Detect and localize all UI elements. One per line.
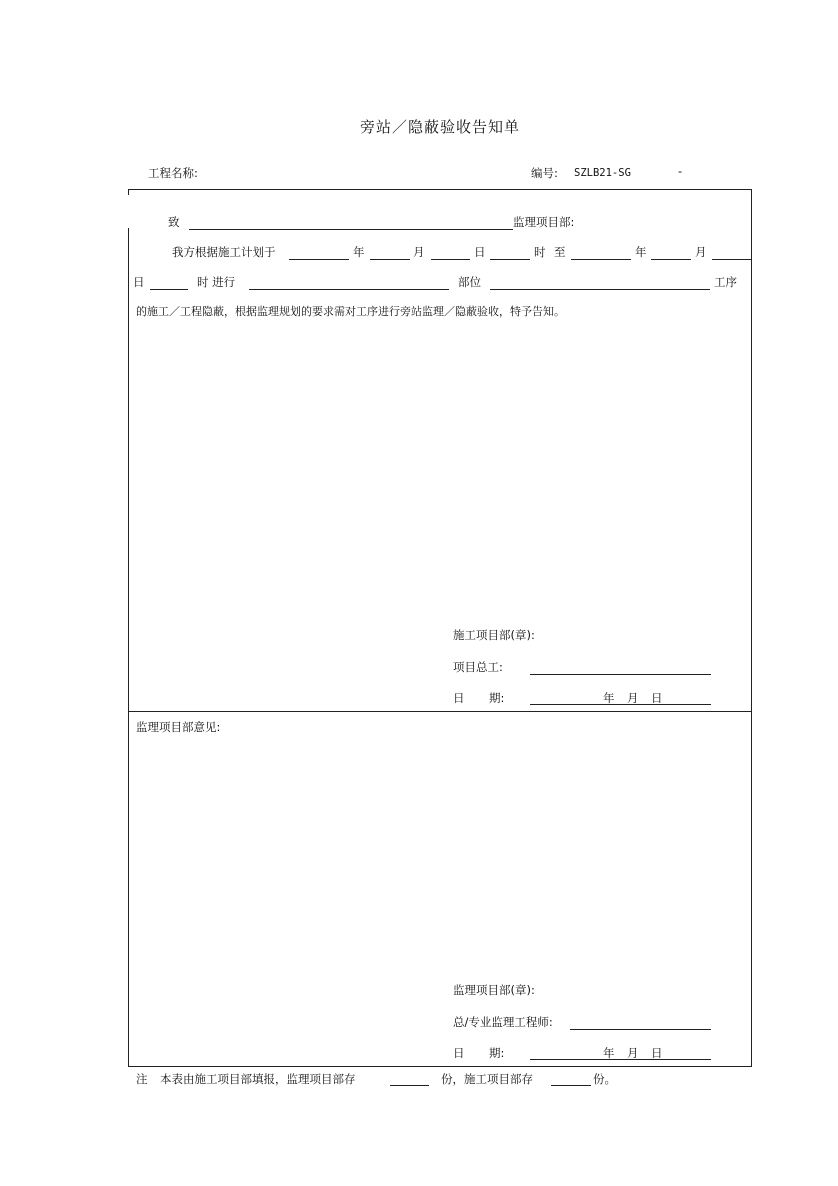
project-name-label: 工程名称:	[148, 166, 198, 180]
end-year-field[interactable]	[571, 259, 631, 260]
contractor-date-month: 月	[627, 691, 639, 705]
number-label: 编号:	[531, 166, 558, 180]
to-label: 致	[168, 215, 180, 229]
start-month-label: 月	[413, 245, 425, 259]
contractor-date-day: 日	[651, 691, 663, 705]
supervisor-date-day: 日	[651, 1046, 663, 1060]
supervisor-date-label-a: 日	[453, 1046, 465, 1060]
start-year-field[interactable]	[289, 259, 349, 260]
footnote-label: 注	[136, 1072, 148, 1086]
footnote-text-1: 本表由施工项目部填报，监理项目部存	[160, 1072, 356, 1086]
contractor-date-year: 年	[603, 691, 615, 705]
process-label: 工序	[714, 275, 737, 289]
table-bottom-border	[128, 1066, 752, 1067]
supervisor-dept-stamp-label: 监理项目部(章):	[453, 983, 535, 997]
contractor-date-label-a: 日	[453, 691, 465, 705]
supervisor-date-field[interactable]	[530, 1059, 711, 1060]
footnote-text-2: 份，施工项目部存	[441, 1072, 533, 1086]
end-month-field[interactable]	[651, 259, 691, 260]
footnote-text-3: 份。	[593, 1072, 616, 1086]
start-hour-field[interactable]	[490, 259, 530, 260]
supervisor-opinion-label: 监理项目部意见:	[136, 720, 221, 734]
to-department: 监理项目部:	[513, 215, 575, 229]
supervisor-engineer-label: 总/专业监理工程师:	[453, 1015, 553, 1029]
supervisor-date-label-b: 期:	[489, 1046, 505, 1060]
supervisor-date-month: 月	[627, 1046, 639, 1060]
end-hour-field[interactable]	[150, 289, 188, 290]
table-top-border	[128, 189, 752, 190]
start-year-label: 年	[353, 245, 365, 259]
contractor-copies-field[interactable]	[551, 1085, 591, 1086]
contractor-date-label-b: 期:	[489, 691, 505, 705]
supervisor-engineer-field[interactable]	[570, 1029, 711, 1030]
start-hour-label: 时	[534, 245, 546, 259]
end-day-field[interactable]	[712, 259, 751, 260]
table-right-border	[751, 189, 752, 1066]
recipient-field[interactable]	[189, 229, 513, 230]
contractor-dept-stamp-label: 施工项目部(章):	[453, 628, 535, 642]
end-year-label: 年	[635, 245, 647, 259]
supervisor-copies-field[interactable]	[390, 1085, 429, 1086]
notice-body-text: 的施工／工程隐蔽，根据监理规划的要求需对工序进行旁站监理／隐蔽验收，特予告知。	[136, 305, 565, 318]
location-field[interactable]	[249, 289, 449, 290]
plan-lead-text: 我方根据施工计划于	[172, 245, 276, 259]
document-title: 旁站／隐蔽验收告知单	[360, 118, 521, 136]
number-value: SZLB21-SG	[574, 167, 631, 179]
contractor-date-field[interactable]	[530, 704, 711, 705]
proceed-text: 时 进行	[197, 275, 236, 289]
table-left-tick	[128, 189, 129, 195]
supervisor-date-year: 年	[603, 1046, 615, 1060]
contractor-engineer-field[interactable]	[530, 674, 711, 675]
contractor-engineer-label: 项目总工:	[453, 660, 503, 674]
table-left-border	[128, 228, 129, 1066]
end-month-label: 月	[695, 245, 707, 259]
process-field[interactable]	[490, 289, 710, 290]
location-label: 部位	[458, 275, 481, 289]
number-suffix: -	[678, 164, 683, 178]
to-word: 至	[554, 245, 566, 259]
start-day-label: 日	[474, 245, 486, 259]
end-day-label: 日	[133, 275, 145, 289]
table-mid-border	[128, 711, 752, 712]
start-day-field[interactable]	[431, 259, 470, 260]
start-month-field[interactable]	[370, 259, 410, 260]
